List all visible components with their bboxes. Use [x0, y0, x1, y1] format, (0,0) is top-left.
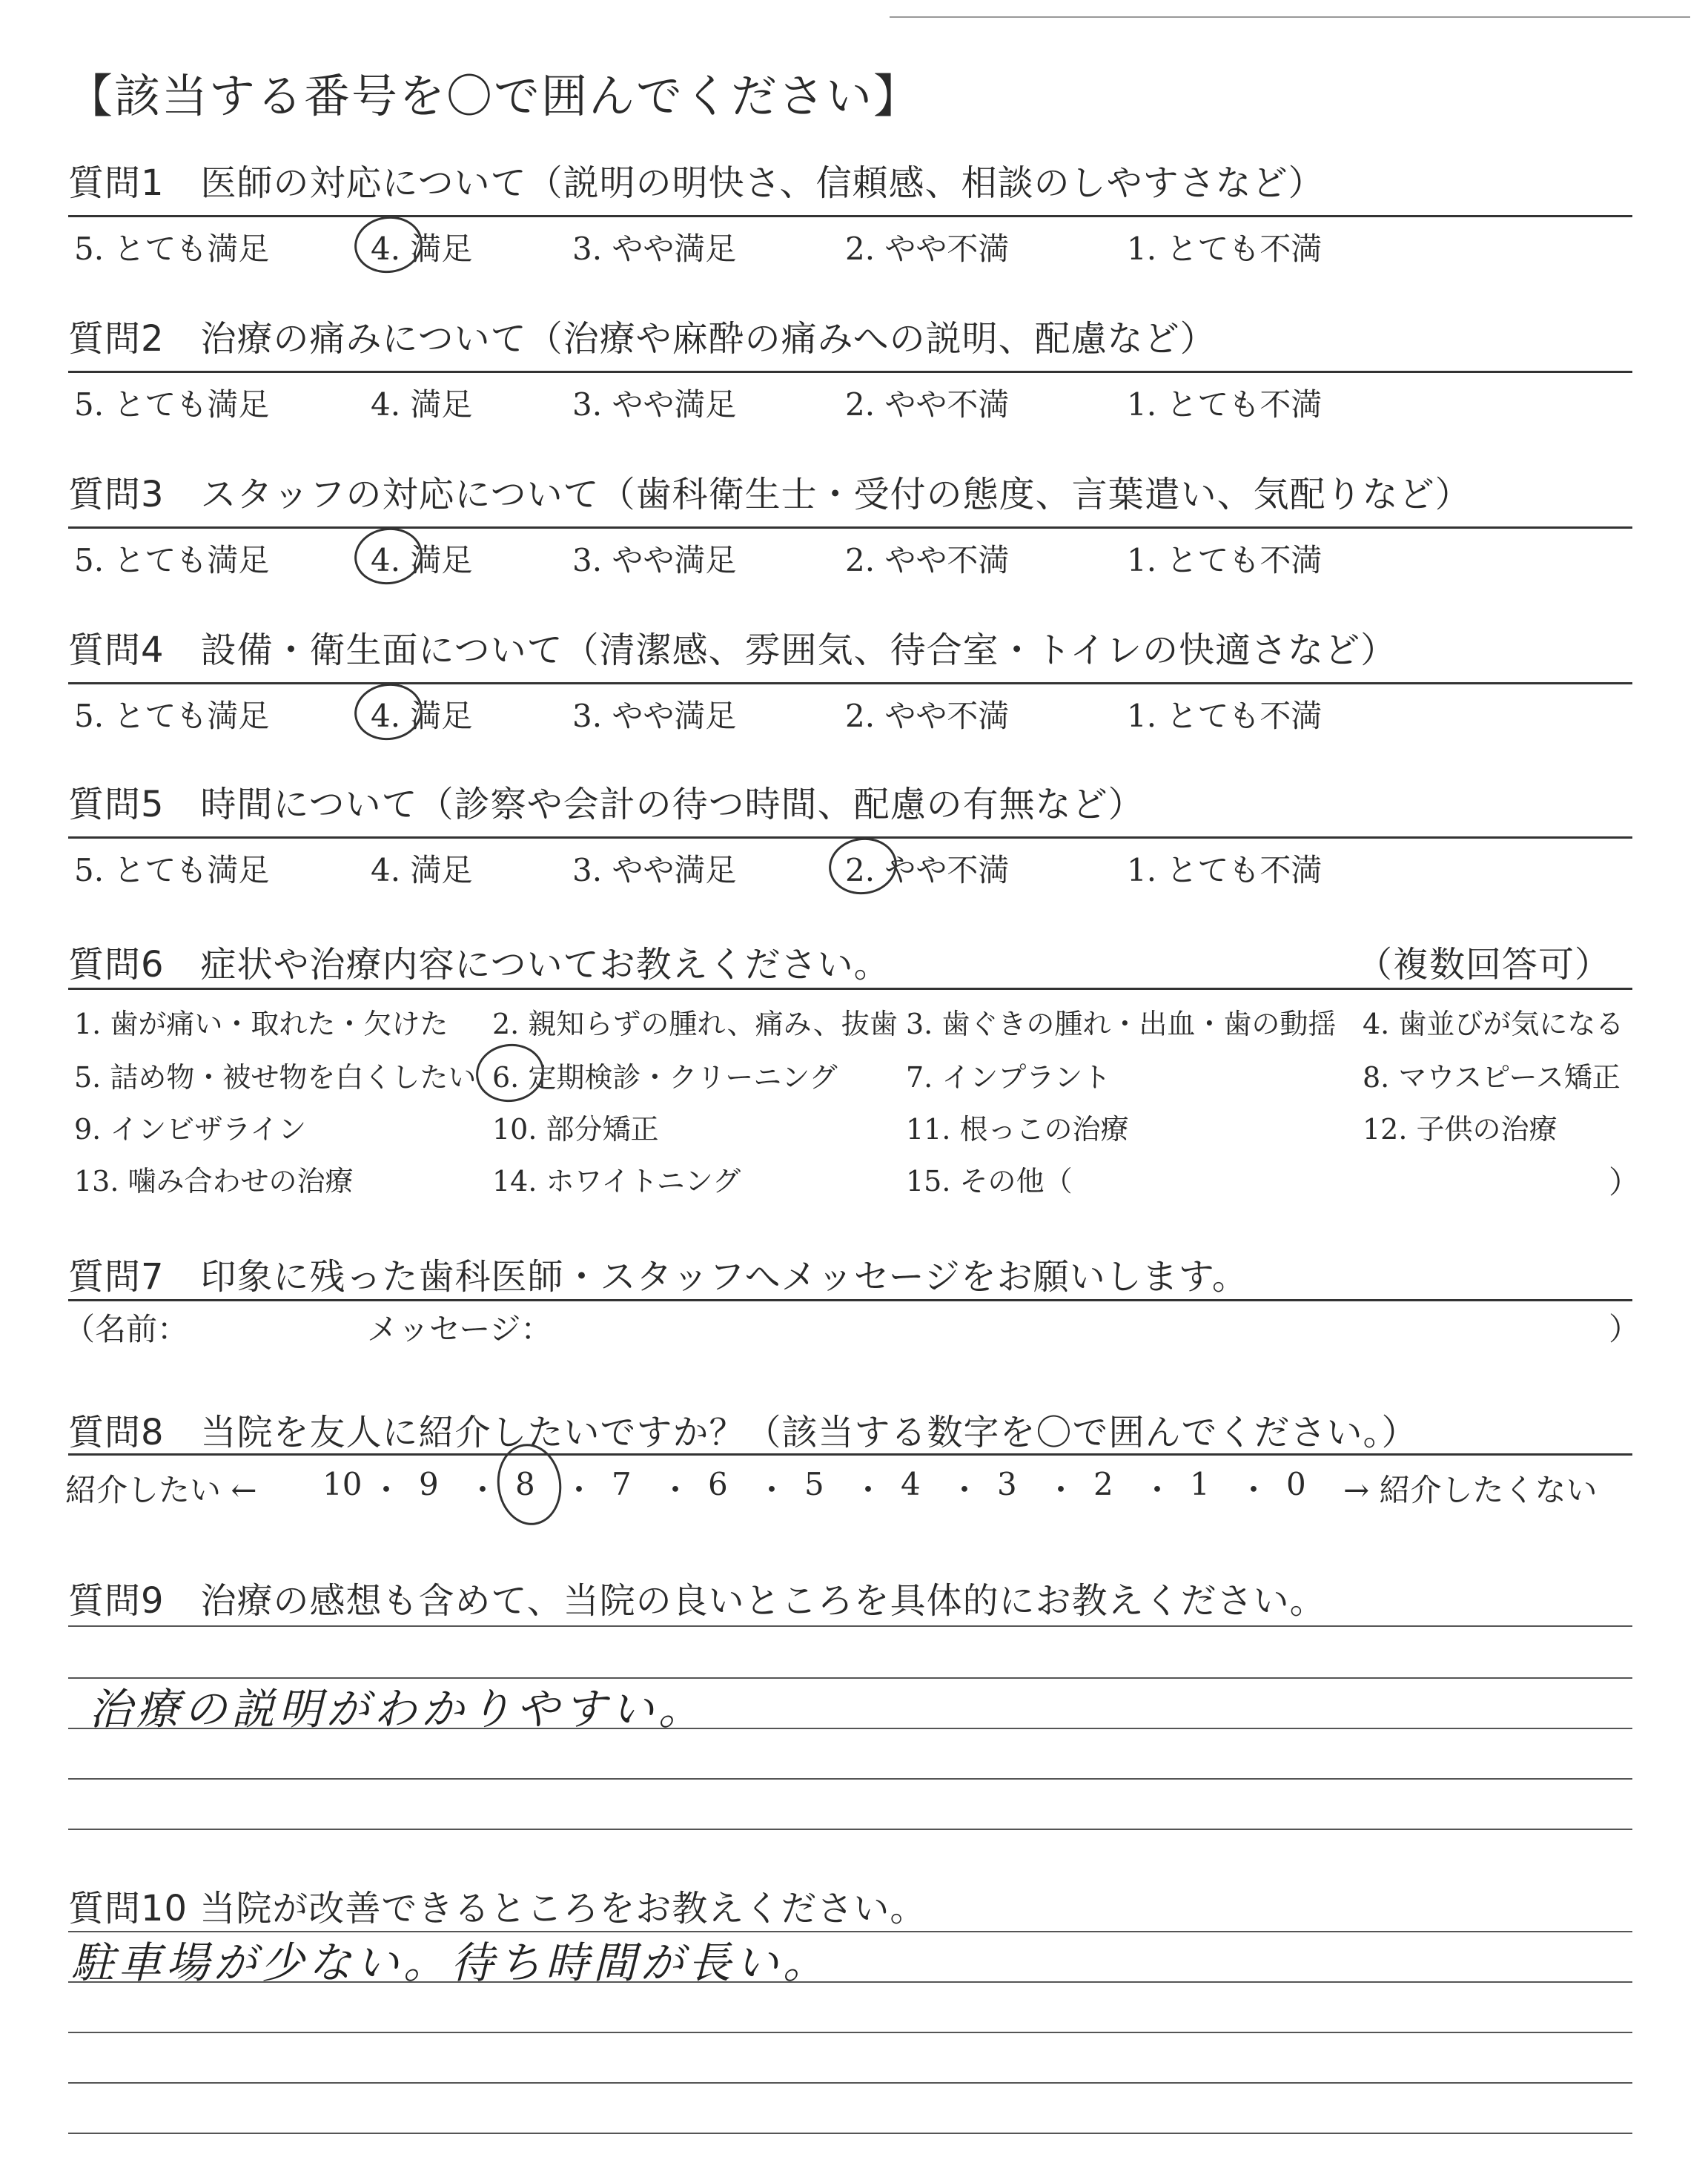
q6-title: 質問6 症状や治療内容についてお教えください。 [68, 944, 890, 985]
q6-option-3[interactable]: 3. 歯ぐきの腫れ・出血・歯の動揺 [906, 1008, 1337, 1040]
q8-scale-4[interactable]: 4 [901, 1466, 921, 1502]
q10-title: 質問10 当院が改善できるところをお教えください。 [68, 1888, 927, 1929]
q3-rule [68, 526, 1632, 529]
q6-option-2[interactable]: 2. 親知らずの腫れ、痛み、抜歯 [492, 1008, 898, 1040]
q5-option-1[interactable]: 1. とても不満 [1127, 852, 1323, 888]
q8-scale-5[interactable]: 5 [804, 1466, 824, 1502]
q8-scale-7[interactable]: 7 [612, 1466, 632, 1502]
q4-option-1[interactable]: 1. とても不満 [1127, 698, 1323, 734]
q6-note: （複数回答可） [1357, 944, 1612, 985]
q4-option-5[interactable]: 5. とても満足 [74, 698, 270, 734]
q3-option-4[interactable]: 4. 満足 [371, 542, 473, 578]
q1-option-1[interactable]: 1. とても不満 [1127, 231, 1323, 267]
q3-option-2[interactable]: 2. やや不満 [845, 542, 1010, 578]
q7-rule [68, 1299, 1632, 1301]
q7-close-paren: ） [1609, 1311, 1641, 1347]
q2-option-4[interactable]: 4. 満足 [371, 386, 473, 423]
q6-option-15[interactable]: 15. その他（ [906, 1165, 1073, 1198]
q10-line [68, 2032, 1632, 2033]
q6-option-14[interactable]: 14. ホワイトニング [492, 1165, 741, 1198]
q2-option-3[interactable]: 3. やや満足 [572, 386, 737, 423]
q10-handwritten-answer: 駐車場が少ない。待ち時間が長い。 [71, 1938, 831, 1988]
q8-scale-separator: ・ [1238, 1472, 1270, 1508]
q6-option-13[interactable]: 13. 噛み合わせの治療 [74, 1165, 354, 1198]
q4-option-2[interactable]: 2. やや不満 [845, 698, 1010, 734]
q9-line [68, 1625, 1632, 1627]
q3-option-1[interactable]: 1. とても不満 [1127, 542, 1323, 578]
q6-option-6[interactable]: 6. 定期検診・クリーニング [492, 1061, 838, 1094]
q9-line [68, 1829, 1632, 1830]
q6-option-10[interactable]: 10. 部分矯正 [492, 1113, 659, 1146]
q4-title: 質問4 設備・衛生面について（清潔感、雰囲気、待合室・トイレの快適さなど） [68, 630, 1397, 671]
q7-title: 質問7 印象に残った歯科医師・スタッフへメッセージをお願いします。 [68, 1256, 1248, 1298]
q8-scale-separator: ・ [660, 1472, 692, 1508]
scan-edge-line [890, 16, 1690, 18]
q4-option-4[interactable]: 4. 満足 [371, 698, 473, 734]
q8-scale-3[interactable]: 3 [997, 1466, 1017, 1502]
q8-scale-separator: ・ [467, 1472, 499, 1508]
selection-circle [472, 1040, 548, 1106]
q5-option-2[interactable]: 2. やや不満 [845, 852, 1010, 888]
q1-option-4[interactable]: 4. 満足 [371, 231, 473, 267]
q1-option-2[interactable]: 2. やや不満 [845, 231, 1010, 267]
q3-option-5[interactable]: 5. とても満足 [74, 542, 270, 578]
q5-option-4[interactable]: 4. 満足 [371, 852, 473, 888]
q2-option-1[interactable]: 1. とても不満 [1127, 386, 1323, 423]
q4-option-3[interactable]: 3. やや満足 [572, 698, 737, 734]
q6-option-9[interactable]: 9. インビザライン [74, 1113, 307, 1146]
q2-rule [68, 371, 1632, 373]
q10-line [68, 2133, 1632, 2134]
q8-right-label: → 紹介したくない [1343, 1472, 1598, 1508]
q8-scale-separator: ・ [371, 1472, 403, 1508]
q8-scale-separator: ・ [1045, 1472, 1077, 1508]
q2-option-2[interactable]: 2. やや不満 [845, 386, 1010, 423]
q6-option-8[interactable]: 8. マウスピース矯正 [1363, 1061, 1621, 1094]
q6-close-paren: ） [1609, 1164, 1641, 1200]
q3-option-3[interactable]: 3. やや満足 [572, 542, 737, 578]
q8-left-label: 紹介したい ← [65, 1472, 257, 1508]
q6-rule [68, 988, 1632, 990]
form-header: 【該当する番号を〇で囲んでください】 [67, 69, 921, 123]
q9-title: 質問9 治療の感想も含めて、当院の良いところを具体的にお教えください。 [68, 1580, 1326, 1622]
q4-rule [68, 682, 1632, 684]
q5-rule [68, 836, 1632, 839]
q2-option-5[interactable]: 5. とても満足 [74, 386, 270, 423]
q1-rule [68, 215, 1632, 217]
q8-scale-separator: ・ [1142, 1472, 1174, 1508]
q8-scale-separator: ・ [756, 1472, 788, 1508]
q5-option-3[interactable]: 3. やや満足 [572, 852, 737, 888]
q8-scale-separator: ・ [949, 1472, 981, 1508]
q5-option-5[interactable]: 5. とても満足 [74, 852, 270, 888]
q6-option-12[interactable]: 12. 子供の治療 [1363, 1113, 1558, 1146]
q7-name-label: （名前： [64, 1311, 189, 1347]
q8-rule [68, 1453, 1632, 1456]
q8-scale-2[interactable]: 2 [1093, 1466, 1113, 1502]
q5-title: 質問5 時間について（診察や会計の待つ時間、配慮の有無など） [68, 784, 1145, 825]
q6-option-7[interactable]: 7. インプラント [906, 1061, 1111, 1094]
q8-scale-separator: ・ [853, 1472, 884, 1508]
q8-scale-6[interactable]: 6 [708, 1466, 728, 1502]
q9-handwritten-answer: 治療の説明がわかりやすい。 [89, 1684, 706, 1734]
q8-scale-separator: ・ [563, 1472, 595, 1508]
q3-title: 質問3 スタッフの対応について（歯科衛生士・受付の態度、言葉遣い、気配りなど） [68, 474, 1472, 515]
q9-line [68, 1778, 1632, 1780]
q7-message-label: メッセージ： [367, 1311, 552, 1347]
q10-line [68, 2082, 1632, 2084]
q8-scale-0[interactable]: 0 [1286, 1466, 1306, 1502]
q8-scale-10[interactable]: 10 [322, 1466, 363, 1502]
q8-scale-1[interactable]: 1 [1190, 1466, 1210, 1502]
q6-option-5[interactable]: 5. 詰め物・被せ物を白くしたい [74, 1061, 477, 1094]
q6-option-11[interactable]: 11. 根っこの治療 [906, 1113, 1129, 1146]
q2-title: 質問2 治療の痛みについて（治療や麻酔の痛みへの説明、配慮など） [68, 318, 1217, 360]
q8-title: 質問8 当院を友人に紹介したいですか？（該当する数字を〇で囲んでください。） [68, 1412, 1418, 1453]
q8-scale-8[interactable]: 8 [515, 1466, 535, 1502]
q1-title: 質問1 医師の対応について（説明の明快さ、信頼感、相談のしやすさなど） [68, 162, 1325, 204]
q8-scale-9[interactable]: 9 [419, 1466, 439, 1502]
q1-option-5[interactable]: 5. とても満足 [74, 231, 270, 267]
q1-option-3[interactable]: 3. やや満足 [572, 231, 737, 267]
q6-option-1[interactable]: 1. 歯が痛い・取れた・欠けた [74, 1008, 448, 1040]
q6-option-4[interactable]: 4. 歯並びが気になる [1363, 1008, 1624, 1040]
